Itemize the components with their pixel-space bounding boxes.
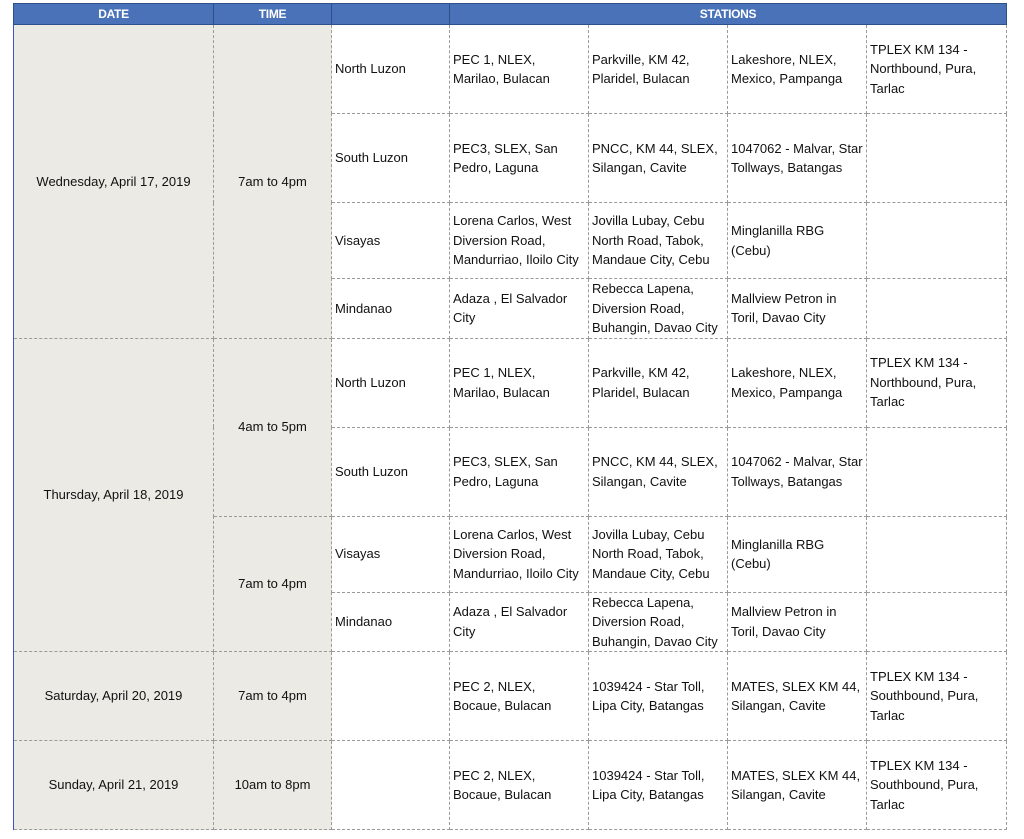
date-cell: Wednesday, April 17, 2019 [14,25,214,339]
schedule-table-wrapper [13,3,1007,830]
station-cell: Lorena Carlos, West Diversion Road, Mandurriao, Iloilo City [450,516,589,592]
station-cell: 1039424 - Star Toll, Lipa City, Batangas [589,741,728,830]
station-cell: Mallview Petron in Toril, Davao City [728,592,867,652]
station-cell: Parkville, KM 42, Plaridel, Bulacan [589,25,728,114]
station-cell: 1047062 - Malvar, Star Tollways, Batangas [728,427,867,516]
station-cell: Adaza , El Salvador City [450,279,589,339]
station-cell: TPLEX KM 134 - Southbound, Pura, Tarlac [867,741,1007,830]
station-cell [867,114,1007,203]
region-cell: Visayas [332,203,450,279]
region-cell: Visayas [332,516,450,592]
station-cell: 1047062 - Malvar, Star Tollways, Batangas [728,114,867,203]
time-cell: 7am to 4pm [214,25,332,339]
time-cell: 7am to 4pm [214,516,332,652]
station-cell [867,203,1007,279]
table-row [14,741,1007,830]
station-cell: PEC3, SLEX, San Pedro, Laguna [450,427,589,516]
station-cell: Lorena Carlos, West Diversion Road, Mandurriao, Iloilo City [450,203,589,279]
station-cell [867,279,1007,339]
station-cell: TPLEX KM 134 - Southbound, Pura, Tarlac [867,652,1007,741]
station-cell: PEC3, SLEX, San Pedro, Laguna [450,114,589,203]
header-time: TIME [214,4,332,25]
station-cell: PEC 1, NLEX, Marilao, Bulacan [450,338,589,427]
station-cell: Mallview Petron in Toril, Davao City [728,279,867,339]
station-cell: PEC 1, NLEX, Marilao, Bulacan [450,25,589,114]
station-cell: Lakeshore, NLEX, Mexico, Pampanga [728,25,867,114]
date-cell: Thursday, April 18, 2019 [14,338,214,652]
header-blank [332,4,450,25]
station-cell: Parkville, KM 42, Plaridel, Bulacan [589,338,728,427]
table-row [14,338,1007,427]
station-cell: PEC 2, NLEX, Bocaue, Bulacan [450,652,589,741]
station-cell: TPLEX KM 134 - Northbound, Pura, Tarlac [867,338,1007,427]
time-cell: 10am to 8pm [214,741,332,830]
station-cell: 1039424 - Star Toll, Lipa City, Batangas [589,652,728,741]
time-cell: 7am to 4pm [214,652,332,741]
header-stations: STATIONS [450,4,1007,25]
station-cell: MATES, SLEX KM 44, Silangan, Cavite [728,652,867,741]
region-cell: Mindanao [332,279,450,339]
table-row [14,25,1007,114]
region-cell: North Luzon [332,338,450,427]
station-cell: Jovilla Lubay, Cebu North Road, Tabok, Mandaue City, Cebu [589,516,728,592]
station-cell: MATES, SLEX KM 44, Silangan, Cavite [728,741,867,830]
region-cell [332,741,450,830]
schedule-table [13,3,1007,830]
time-cell: 4am to 5pm [214,338,332,516]
region-cell: South Luzon [332,427,450,516]
region-cell: Mindanao [332,592,450,652]
station-cell [867,516,1007,592]
header-date: DATE [14,4,214,25]
station-cell: Minglanilla RBG (Cebu) [728,516,867,592]
station-cell: Adaza , El Salvador City [450,592,589,652]
region-cell [332,652,450,741]
date-cell: Sunday, April 21, 2019 [14,741,214,830]
station-cell: TPLEX KM 134 - Northbound, Pura, Tarlac [867,25,1007,114]
station-cell: Rebecca Lapena, Diversion Road, Buhangin, Davao City [589,279,728,339]
station-cell: PNCC, KM 44, SLEX, Silangan, Cavite [589,114,728,203]
region-cell: North Luzon [332,25,450,114]
station-cell [867,592,1007,652]
region-cell: South Luzon [332,114,450,203]
date-cell: Saturday, April 20, 2019 [14,652,214,741]
station-cell [867,427,1007,516]
station-cell: PEC 2, NLEX, Bocaue, Bulacan [450,741,589,830]
station-cell: Jovilla Lubay, Cebu North Road, Tabok, Mandaue City, Cebu [589,203,728,279]
table-row [14,652,1007,741]
station-cell: PNCC, KM 44, SLEX, Silangan, Cavite [589,427,728,516]
station-cell: Rebecca Lapena, Diversion Road, Buhangin, Davao City [589,592,728,652]
station-cell: Minglanilla RBG (Cebu) [728,203,867,279]
header-row [14,4,1007,25]
station-cell: Lakeshore, NLEX, Mexico, Pampanga [728,338,867,427]
